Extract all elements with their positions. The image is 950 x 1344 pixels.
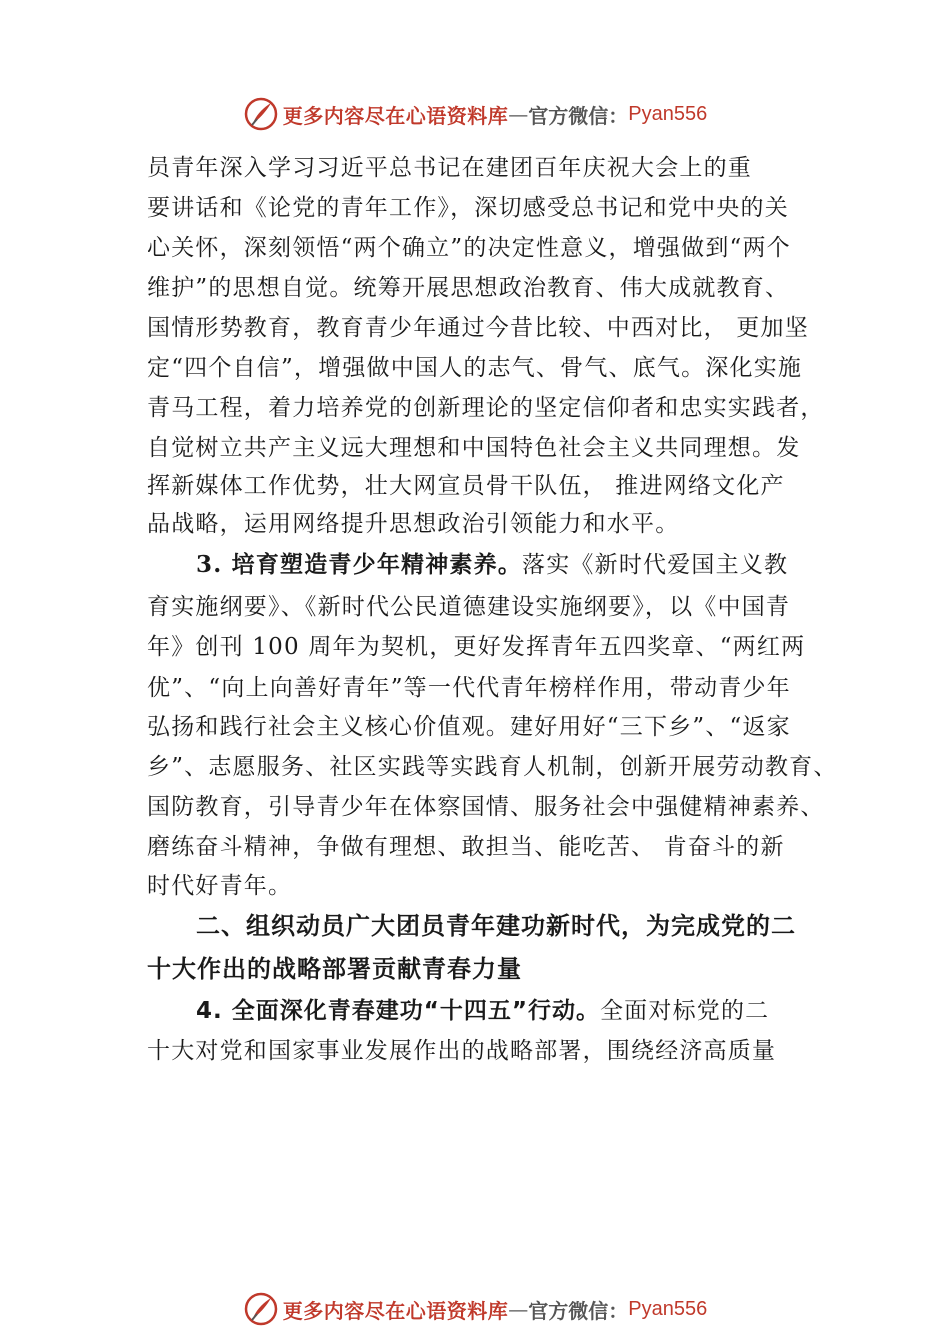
paragraph-line: 要讲话和《论党的青年工作》，深切感受总书记和党中央的关 (147, 195, 789, 221)
banner-wechat-label: 官方微信： (528, 103, 629, 128)
paragraph-line: 国防教育，引导青少年在体察国情、服务社会中强健精神素养、 (147, 794, 825, 820)
paragraph-line: 年》创刊 100 周年为契机，更好发挥青年五四奖章、“两红两 (147, 634, 806, 660)
paragraph-line: 乡”、志愿服务、社区实践等实践育人机制，创新开展劳动教育、 (147, 754, 838, 780)
paragraph-line: 青马工程，着力培养党的创新理论的坚定信仰者和忠实实践者， (147, 395, 825, 421)
paragraph-line: 自觉树立共产主义远大理想和中国特色社会主义共同理想。发 (147, 435, 801, 461)
header-banner (0, 94, 950, 134)
banner-title: 更多内容尽在心语资料库 (282, 103, 509, 128)
section-3-lead: 落实《新时代爱国主义教 (522, 552, 789, 578)
quill-logo-icon (243, 1291, 279, 1327)
paragraph-line: 员青年深入学习习近平总书记在建团百年庆祝大会上的重 (147, 155, 752, 181)
section-3-title: 3. 培育塑造青少年精神素养。 (196, 551, 523, 578)
footer-banner (0, 1289, 950, 1329)
paragraph-line: 维护”的思想自觉。统筹开展思想政治教育、伟大成就教育、 (147, 275, 790, 301)
paragraph-line: 优”、“向上向善好青年”等一代代青年榜样作用，带动青少年 (147, 675, 791, 701)
paragraph-line: 十大对党和国家事业发展作出的战略部署，围绕经济高质量 (147, 1038, 777, 1064)
banner-wechat-id: Pyan556 (628, 1297, 708, 1320)
section-4-first-line (196, 991, 769, 1031)
paragraph-line: 国情形势教育，教育青少年通过今昔比较、中西对比， 更加坚 (147, 315, 809, 341)
section-4-title: 4. 全面深化青春建功“十四五”行动。 (196, 998, 600, 1024)
paragraph-line: 心关怀，深刻领悟“两个确立”的决定性意义，增强做到“两个 (147, 235, 791, 261)
section-4-lead: 全面对标党的二 (599, 998, 770, 1024)
section-heading: 二、组织动员广大团员青年建功新时代，为完成党的二 (196, 912, 796, 940)
paragraph-line: 弘扬和践行社会主义核心价值观。建好用好“三下乡”、“返家 (147, 714, 791, 740)
section-heading-cont: 十大作出的战略部署贡献青春力量 (147, 955, 522, 983)
paragraph-line: 磨练奋斗精神，争做有理想、敢担当、能吃苦、 肯奋斗的新 (147, 834, 785, 860)
paragraph-line: 定“四个自信”，增强做中国人的志气、骨气、底气。深化实施 (147, 355, 803, 381)
section-3-first-line (196, 545, 788, 585)
paragraph-line: 育实施纲要》、《新时代公民道德建设实施纲要》，以《中国青 (147, 594, 791, 620)
banner-title: 更多内容尽在心语资料库 (282, 1298, 509, 1323)
banner-wechat-label: 官方微信： (528, 1298, 629, 1323)
banner-wechat-id: Pyan556 (628, 102, 708, 125)
banner-separator: — (508, 1297, 529, 1321)
paragraph-line: 挥新媒体工作优势，壮大网宣员骨干队伍， 推进网络文化产 (147, 473, 785, 499)
quill-logo-icon (243, 96, 279, 132)
banner-separator: — (508, 102, 529, 126)
paragraph-line: 时代好青年。 (147, 873, 293, 899)
paragraph-line: 品战略，运用网络提升思想政治引领能力和水平。 (147, 511, 680, 537)
